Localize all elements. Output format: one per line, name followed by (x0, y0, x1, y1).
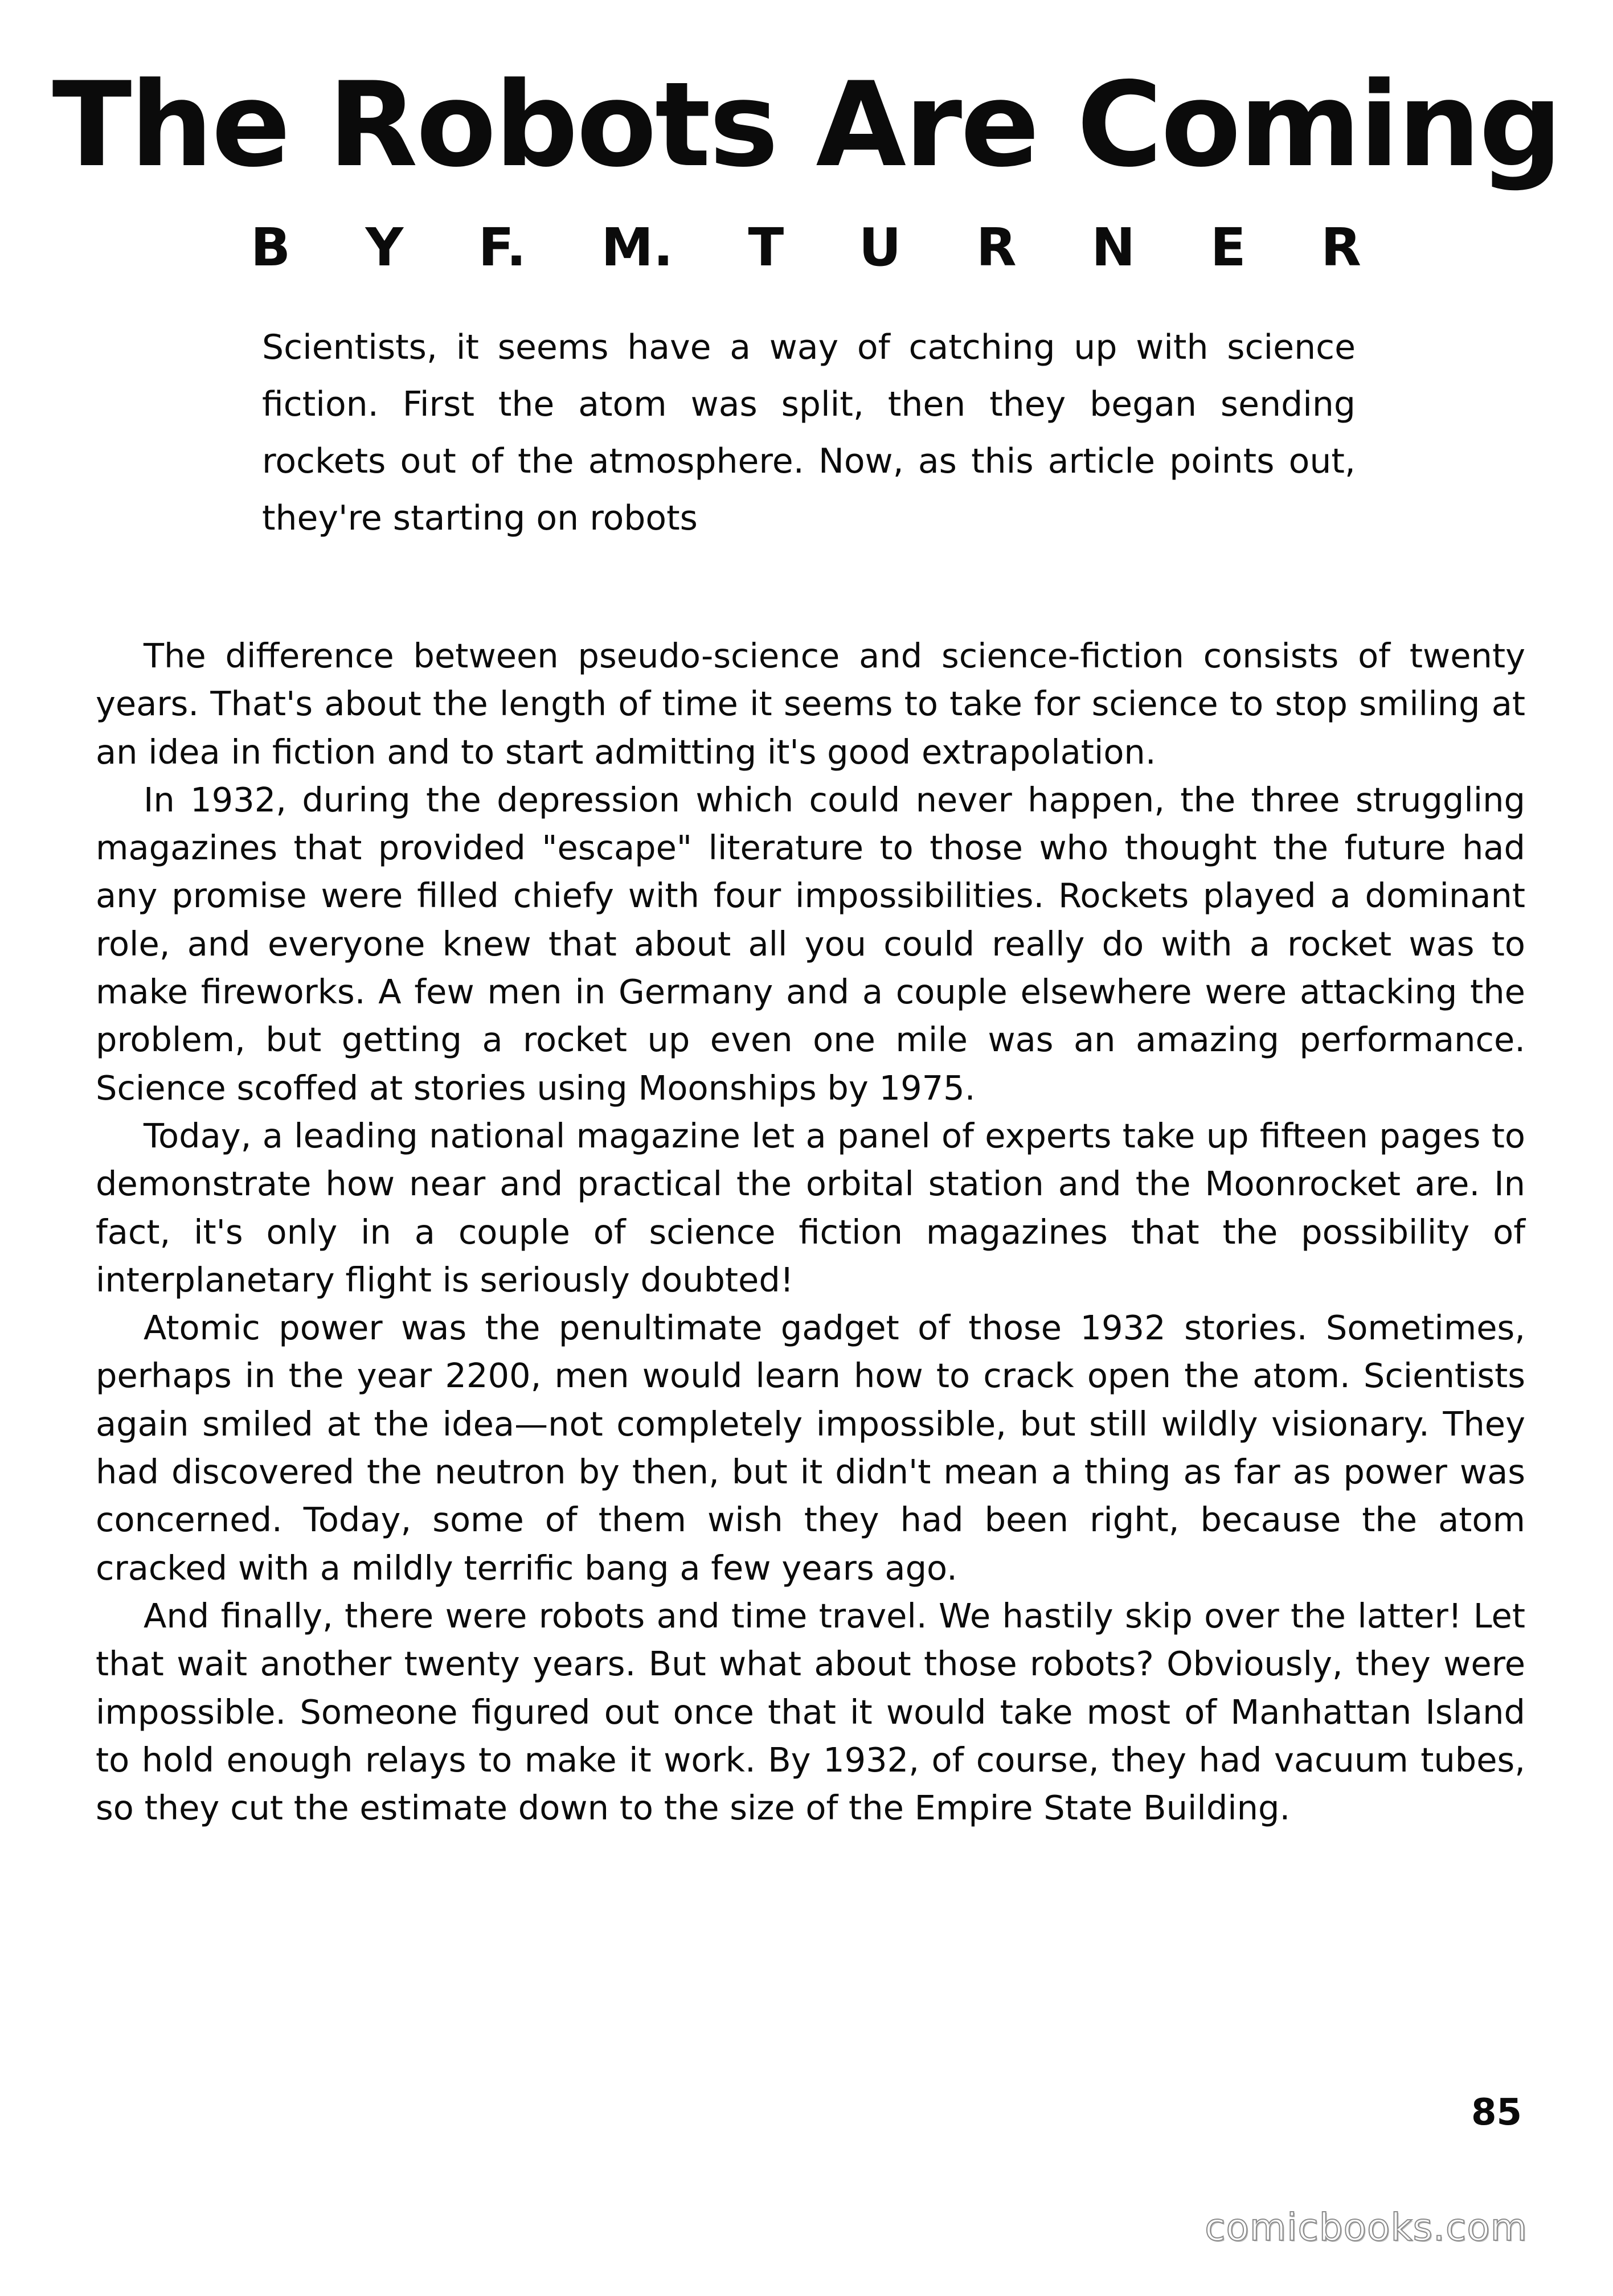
article-intro: Scientists, it seems have a way of catching up with science fiction. First the atom was split, then they began sending rockets out of the atmosphere. Now, as this article points out, they're starting on robots (262, 327, 1356, 538)
byline-letter: U (858, 217, 902, 278)
byline-letter: B (251, 217, 291, 278)
body-paragraph: Atomic power was the penultimate gadget of those 1932 stories. Sometimes, perhaps in the year 2200, men would learn how to crack open the atom. Scientists again smiled at the idea—not completely impossible, but still wildly visionary. They had discovered the neutron by then, but it didn't mean a thing as far as power was concerned. Today, some of them wish they had been right, because the atom cracked with a mildly terrific bang a few years ago. (96, 1308, 1525, 1588)
byline-letter: F. (478, 217, 526, 278)
page-number: 85 (1471, 2092, 1522, 2134)
byline-letter: R (1321, 217, 1361, 278)
byline-letter: E (1210, 217, 1246, 278)
byline-letter: R (976, 217, 1017, 278)
byline (251, 216, 1361, 279)
body-paragraph: Today, a leading national magazine let a panel of experts take up fifteen pages to demonstrate how near and practical the orbital station and the Moonrocket are. In fact, it's only in a couple of science fiction magazines that the possibility of interplanetary flight is seriously doubted! (96, 1116, 1525, 1299)
body-paragraph: The difference between pseudo-science and science-fiction consists of twenty years. That's about the length of time it seems to take for science to stop smiling at an idea in fiction and to start admitting it's good extrapolation. (96, 636, 1525, 772)
body-paragraph: And finally, there were robots and time travel. We hastily skip over the latter! Let that wait another twenty years. But what about those robots? Obviously, they were impossible. Someone figured out once that it would take most of Manhattan Island to hold enough relays to make it work. By 1932, of course, they had vacuum tubes, so they cut the estimate down to the size of the Empire State Building. (96, 1596, 1525, 1828)
article-body (96, 632, 1525, 1832)
byline-letter: Y (365, 217, 404, 278)
watermark: comicbooks.com (1205, 2205, 1528, 2249)
body-paragraph: In 1932, during the depression which could never happen, the three struggling magazines that provided "escape" literature to those who thought the future had any promise were filled chiefy with four impossibilities. Rockets played a dominant role, and everyone knew that about all you could really do with a rocket was to make fireworks. A few men in Germany and a couple elsewhere were attacking the problem, but getting a rocket up even one mile was an amazing performance. Science scoffed at stories using Moonships by 1975. (96, 780, 1525, 1108)
article-title: The Robots Are Coming (52, 58, 1561, 193)
byline-letter: N (1091, 217, 1136, 278)
byline-letter: M. (601, 217, 673, 278)
byline-letter: T (748, 217, 784, 278)
